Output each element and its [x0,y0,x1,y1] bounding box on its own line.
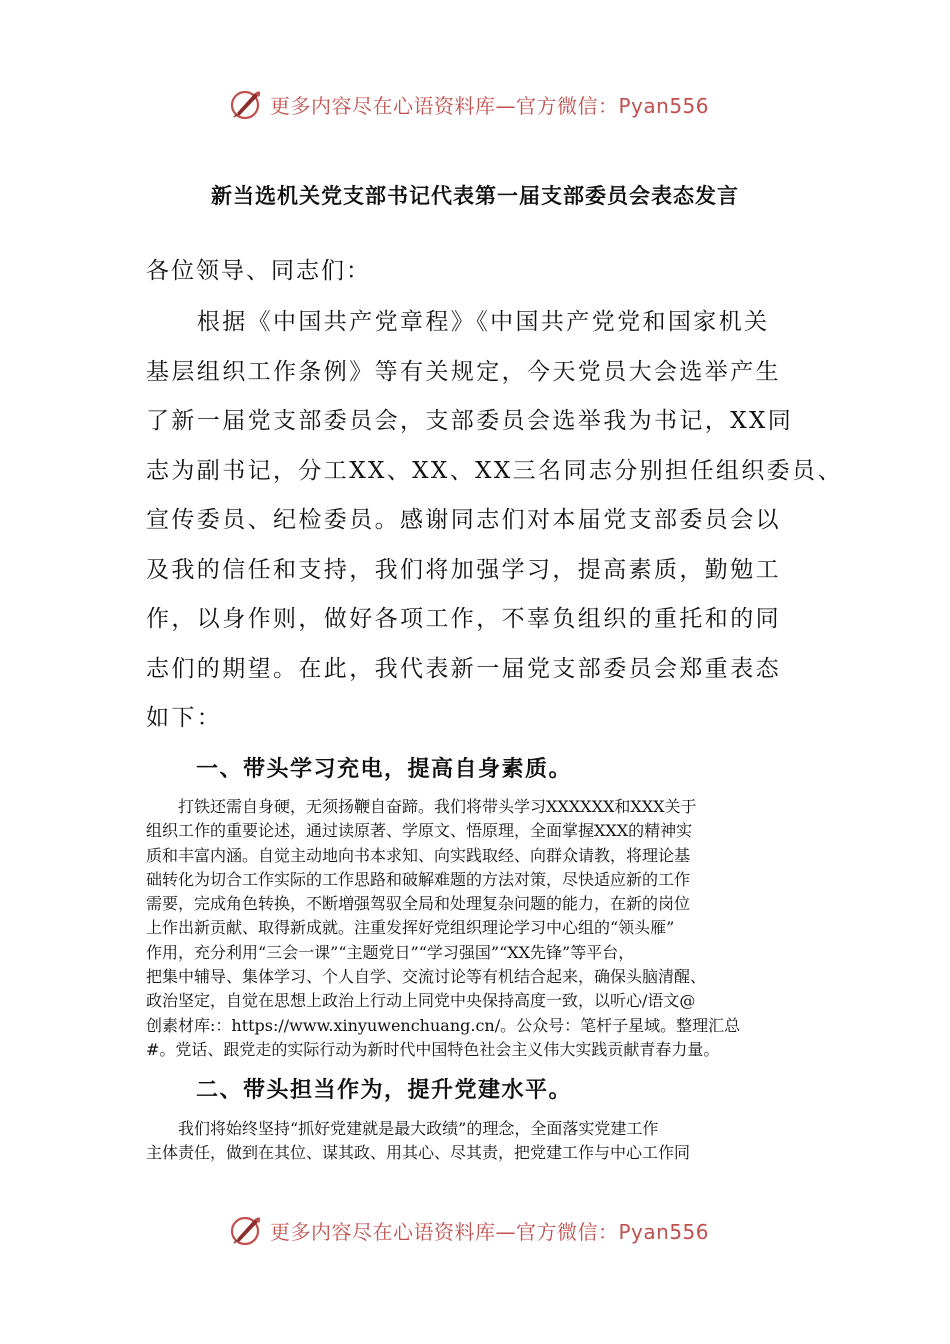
section-1-line: 把集中辅导、集体学习、个人自学、交流讨论等有机结合起来，确保头脑清醒、 [146,967,707,987]
intro-line: 基层组织工作条例》等有关规定，今天党员大会选举产生 [146,358,781,385]
section-1-line: 组织工作的重要论述，通过读原著、学原文、悟原理，全面掌握XXX的精神实 [146,821,693,841]
intro-paragraph [146,298,843,744]
document-title: 新当选机关党支部书记代表第一届支部委员会表态发言 [211,184,739,208]
section-2-line: 我们将始终坚持“抓好党建就是最大政绩”的理念，全面落实党建工作 [146,1119,659,1138]
banner-text: 更多内容尽在心语资料库—官方微信：Pyan556 [270,93,710,118]
footer-banner [228,1208,709,1252]
greeting: 各位领导、同志们： [146,258,371,284]
intro-line: 根据《中国共产党章程》《中国共产党党和国家机关 [146,309,770,335]
section-1-line: #。党话、跟党走的实际行动为新时代中国特色社会主义伟大实践贡献青春力量。 [146,1039,720,1059]
intro-line: 及我的信任和支持，我们将加强学习，提高素质，勤勉工 [146,556,781,583]
section-1-line: 打铁还需自身硬，无须扬鞭自奋蹄。我们将带头学习XXXXXX和XXX关于 [146,797,697,816]
intro-line: 宣传委员、纪检委员。感谢同志们对本届党支部委员会以 [146,507,781,533]
intro-line: 志们的期望。在此，我代表新一届党支部委员会郑重表态 [146,655,781,682]
intro-line: 如下： [146,705,223,731]
section-2-paragraph [146,1117,826,1166]
section-1-line: 础转化为切合工作实际的工作思路和破解难题的方法对策，尽快适应新的工作 [146,869,691,889]
section-1-line: 创素材库:：https://www.xinyuwenchuang.cn/。公众号：笔杆子星域。整理汇总 [146,1015,741,1035]
section-1-paragraph [146,795,826,1062]
intro-line: 作，以身作则，做好各项工作，不辜负组织的重托和的同 [146,606,781,632]
banner-text: 更多内容尽在心语资料库—官方微信：Pyan556 [270,1219,710,1244]
quill-pen-logo-icon [228,1212,264,1248]
section-2-line: 主体责任，做到在其位、谋其政、用其心、尽其责，把党建工作与中心工作同 [146,1143,691,1163]
header-banner [228,82,709,126]
section-2-heading: 二、带头担当作为，提升党建水平。 [196,1078,573,1103]
section-1-heading: 一、带头学习充电，提高自身素质。 [196,757,573,782]
section-1-line: 作用，充分利用“三会一课”“主题党日”“学习强国”“XX先锋”等平台， [146,942,635,962]
intro-line: 志为副书记，分工XX、XX、XX三名同志分别担任组织委员、 [146,457,843,484]
quill-pen-logo-icon [228,86,264,122]
section-1-line: 需要，完成角色转换，不断増强驾驭全局和处理复杂问题的能力，在新的岗位 [146,894,691,914]
section-1-line: 质和丰富内涵。自觉主动地向书本求知、向实践取经、向群众请教，将理论基 [146,845,691,865]
section-1-line: 上作出新贡献、取得新成就。注重发挥好党组织理论学习中心组的“领头雁” [146,918,675,938]
section-1-line: 政治坚定，自觉在思想上政治上行动上同党中央保持高度一致，以听心/语文@ [146,991,696,1011]
intro-line: 了新一届党支部委员会，支部委员会选举我为书记，XX同 [146,408,794,434]
